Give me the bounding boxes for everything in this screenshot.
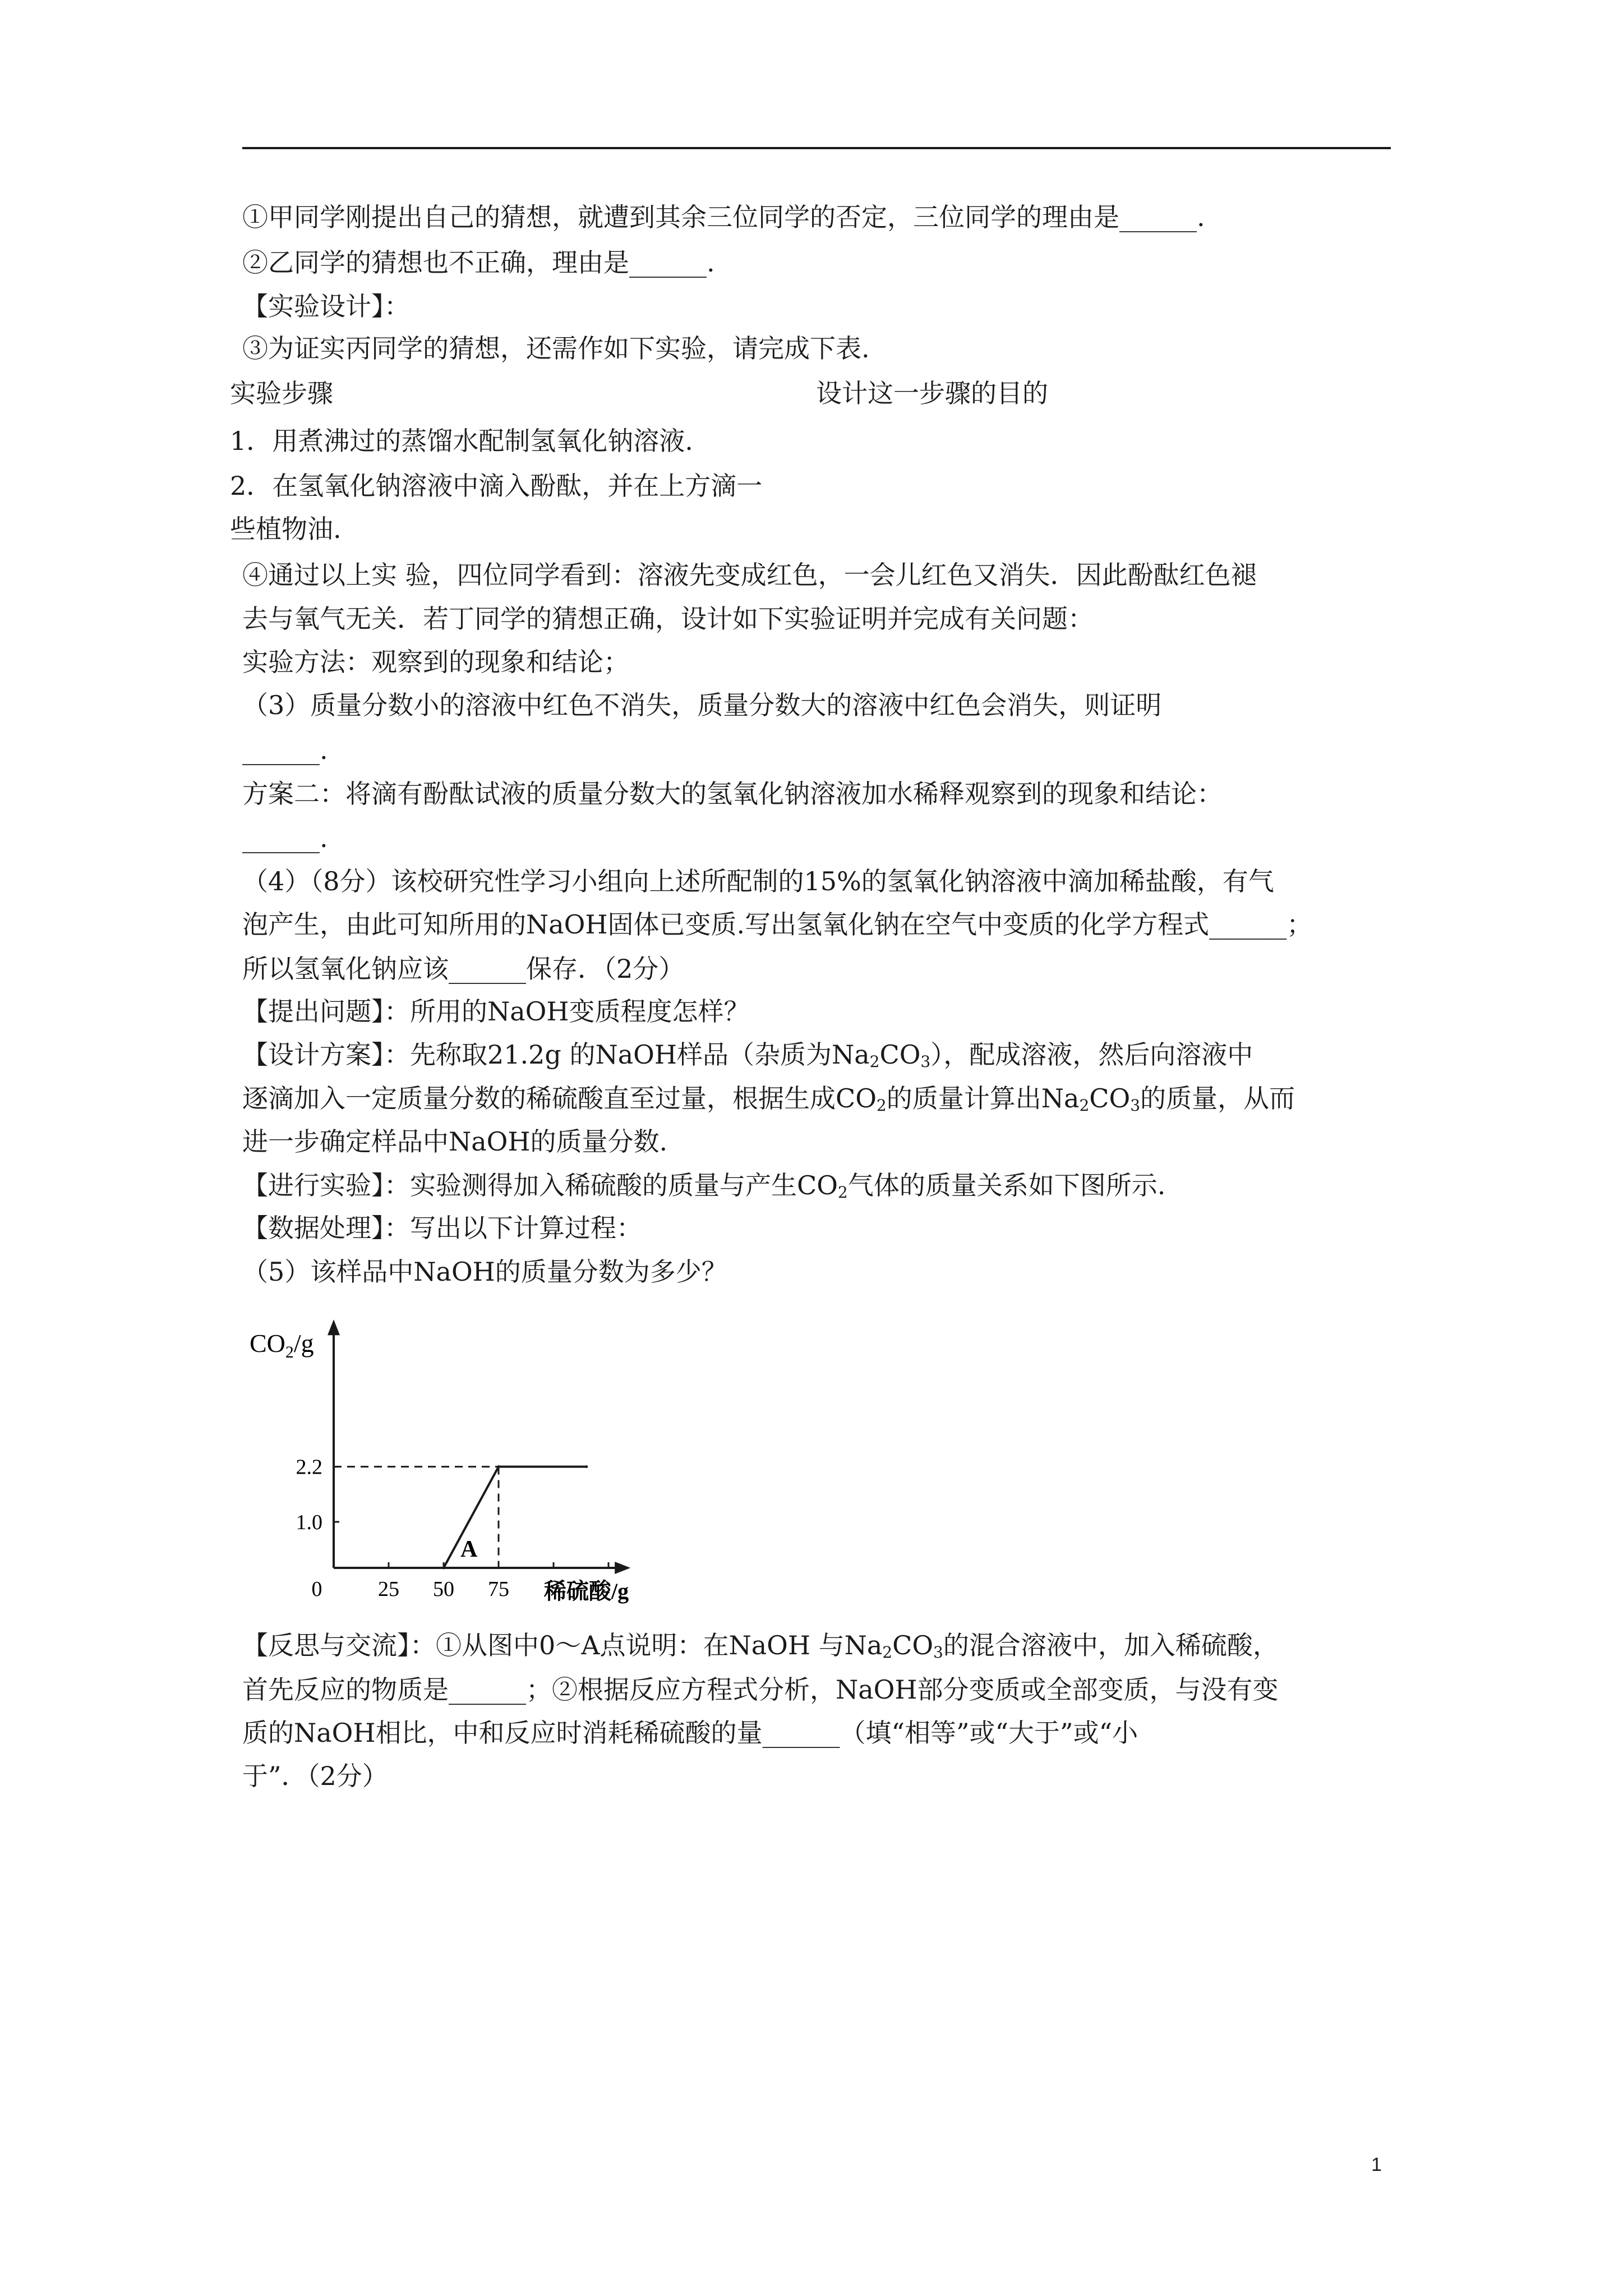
line-reflection-end: 于”．（2分） bbox=[242, 1761, 388, 1791]
table-step-2-cont: 些植物油. bbox=[230, 514, 342, 544]
table-step-2: 2．在氢氧化钠溶液中滴入酚酞，并在上方滴一 bbox=[230, 471, 763, 501]
line-data-processing: 【数据处理】：写出以下计算过程： bbox=[242, 1213, 642, 1243]
series-point bbox=[442, 1567, 445, 1570]
line-method: 实验方法：观察到的现象和结论； bbox=[242, 647, 629, 677]
line-ding-hypothesis: 去与氧气无关．若丁同学的猜想正确，设计如下实验证明并完成有关问题： bbox=[242, 604, 1094, 634]
table-header-steps: 实验步骤 bbox=[230, 378, 333, 408]
line-design-plan-end: 进一步确定样品中NaOH的质量分数. bbox=[242, 1126, 668, 1157]
line-design-plan-cont: 逐滴加入一定质量分数的稀硫酸直至过量，根据生成$CO_2$的质量计算出$Na_2CO_3$的质量，从而 bbox=[242, 1083, 1295, 1115]
x-tick-label: 25 bbox=[378, 1577, 399, 1601]
line-reflection-cont: 首先反应的物质是______；②根据反应方程式分析，NaOH部分变质或全部变质，与没有变 bbox=[242, 1674, 1279, 1705]
line-design-plan: 【设计方案】：先称取21.2g 的NaOH样品（杂质为$Na_2CO_3$），配成溶液，然后向溶液中 bbox=[242, 1039, 1253, 1071]
y-axis-label: $CO_2/g$ bbox=[250, 1329, 314, 1361]
y-axis-arrow bbox=[328, 1319, 340, 1335]
question-4-storage: 所以氢氧化钠应该______保存．（2分） bbox=[242, 954, 685, 984]
series-point bbox=[497, 1465, 500, 1468]
heading-experiment-design: 【实验设计】： bbox=[242, 291, 410, 321]
line-reason-yi: ②乙同学的猜想也不正确，理由是______. bbox=[242, 247, 715, 278]
chart-axes bbox=[328, 1319, 630, 1574]
answer-blank-plan-two: ______. bbox=[242, 823, 328, 853]
line-verify-bing: ③为证实丙同学的猜想，还需作如下实验，请完成下表. bbox=[242, 333, 870, 364]
line-reflection-cont-2: 质的NaOH相比，中和反应时消耗稀硫酸的量______（填“相等”或“大于”或“小 bbox=[242, 1718, 1138, 1748]
line-reflection: 【反思与交流】：①从图中0～A点说明：在NaOH 与$Na_2CO_3$的混合溶液中，加入稀硫酸， bbox=[242, 1630, 1279, 1662]
point-a-label: A bbox=[460, 1536, 478, 1562]
table-step-1: 1．用煮沸过的蒸馏水配制氢氧化钠溶液. bbox=[230, 426, 693, 456]
line-plan-two: 方案二：将滴有酚酞试液的质量分数大的氢氧化钠溶液加水稀释观察到的现象和结论： bbox=[242, 779, 1223, 809]
question-3: （3）质量分数小的溶液中红色不消失，质量分数大的溶液中红色会消失，则证明 bbox=[242, 690, 1162, 720]
page-number: 1 bbox=[1371, 2154, 1382, 2175]
line-raise-question: 【提出问题】：所用的NaOH变质程度怎样？ bbox=[242, 996, 750, 1027]
header-rule bbox=[242, 147, 1391, 149]
table-header-purpose: 设计这一步骤的目的 bbox=[816, 378, 1048, 408]
x-axis-arrow bbox=[615, 1562, 630, 1574]
line-reason-jia: ①甲同学刚提出自己的猜想，就遭到其余三位同学的否定，三位同学的理由是______. bbox=[242, 202, 1205, 232]
question-4: （4）（8分）该校研究性学习小组向上述所配制的15%的氢氧化钠溶液中滴加稀盐酸，有气 bbox=[242, 866, 1274, 896]
x-tick-label: 0 bbox=[311, 1577, 322, 1601]
co2-chart bbox=[224, 1279, 684, 1638]
line-observation: ④通过以上实 验，四位同学看到：溶液先变成红色，一会儿红色又消失．因此酚酞红色褪 bbox=[242, 560, 1257, 590]
y-tick-label: 1.0 bbox=[296, 1511, 322, 1534]
series-point bbox=[585, 1465, 588, 1468]
answer-blank-3: ______. bbox=[242, 735, 328, 765]
y-tick-label: 2.2 bbox=[296, 1455, 322, 1479]
line-carry-out: 【进行实验】：实验测得加入稀硫酸的质量与产生$CO_2$气体的质量关系如下图所示. bbox=[242, 1170, 1166, 1202]
x-tick-label: 50 bbox=[433, 1577, 454, 1601]
x-axis-label: 稀硫酸/g bbox=[544, 1579, 629, 1604]
x-tick-label: 75 bbox=[488, 1577, 509, 1601]
question-4-cont: 泡产生，由此可知所用的NaOH固体已变质.写出氢氧化钠在空气中变质的化学方程式______； bbox=[242, 909, 1313, 940]
question-5: （5）该样品中NaOH的质量分数为多少？ bbox=[242, 1257, 727, 1287]
